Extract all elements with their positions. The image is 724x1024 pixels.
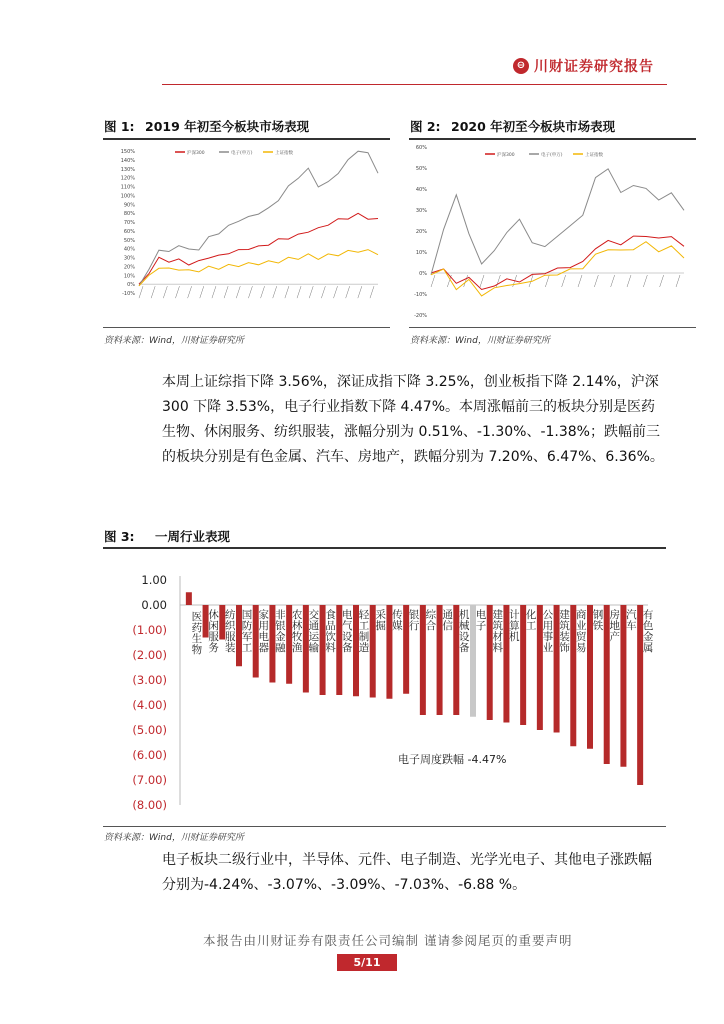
figure2-title: 2020 年初至今板块市场表现 — [451, 119, 616, 134]
y-tick-label: 20% — [123, 264, 135, 271]
y-tick-label: 40% — [415, 187, 427, 193]
series-line — [431, 169, 684, 275]
figure3-title: 一周行业表现 — [155, 529, 231, 544]
figure3-source: 资料来源：Wind，川财证券研究所 — [104, 833, 244, 843]
logo-icon: ⊖ — [513, 58, 529, 74]
x-tick-mark — [660, 275, 664, 287]
x-tick-mark — [261, 286, 265, 298]
category-label: 食品饮料 — [325, 609, 336, 654]
y-tick-label: -20% — [414, 313, 427, 319]
x-tick-mark — [578, 275, 582, 287]
x-tick-mark — [346, 286, 350, 298]
y-tick-label: 40% — [123, 246, 135, 253]
y-tick-label: 100% — [120, 193, 135, 200]
y-tick-label: 70% — [123, 220, 135, 226]
brand-title: 川财证券研究报告 — [534, 59, 654, 75]
x-tick-mark — [496, 275, 500, 287]
y-tick-label: 60% — [415, 145, 427, 151]
category-label: 钢铁 — [592, 609, 604, 632]
figure1-chart — [103, 141, 390, 323]
figure3-bottom-rule — [103, 826, 666, 827]
figure1-title: 2019 年初至今板块市场表现 — [145, 119, 310, 134]
category-label: 休闲服务 — [208, 609, 219, 654]
legend-label: 上证指数 — [585, 153, 603, 158]
x-tick-mark — [643, 275, 647, 287]
y-tick-label: (3.00) — [132, 673, 167, 687]
category-label: 有色金属 — [642, 609, 654, 654]
y-tick-label: 20% — [415, 229, 427, 235]
x-tick-mark — [611, 275, 615, 287]
y-tick-label: (6.00) — [132, 748, 167, 762]
category-label: 农林牧渔 — [291, 609, 303, 654]
x-tick-mark — [139, 286, 143, 298]
x-tick-mark — [676, 275, 680, 287]
category-label: 电气设备 — [342, 609, 353, 654]
y-tick-label: 0% — [127, 282, 135, 289]
summary-paragraph: 本周上证综指下降 3.56%，深证成指下降 3.25%，创业板指下降 2.14%，沪深 300 下降 3.53%，电子行业指数下降 4.47%。本周涨幅前三的板块分别是医药生物、休闲服务、纺织服装，涨幅分别为 0.51%、-1.30%、-1.38%；跌幅前三的板块分别是有色金属、汽车、房地产，跌幅分别为 7.20%、6.47%、6.36%。 — [162, 374, 664, 465]
series-line — [139, 213, 378, 284]
x-tick-mark — [200, 286, 204, 298]
category-label: 化工 — [525, 609, 537, 632]
figure1-top-rule — [103, 138, 390, 140]
x-tick-mark — [321, 286, 325, 298]
x-tick-mark — [188, 286, 192, 298]
x-tick-mark — [285, 286, 289, 298]
category-label: 轻工制造 — [358, 609, 370, 654]
y-tick-label: (5.00) — [132, 723, 167, 737]
category-label: 房地产 — [609, 609, 620, 643]
category-label: 通信 — [442, 609, 453, 632]
x-tick-mark — [297, 286, 301, 298]
x-tick-mark — [273, 286, 277, 298]
x-tick-mark — [334, 286, 338, 298]
x-tick-mark — [151, 286, 155, 298]
category-label: 建筑装饰 — [559, 609, 570, 654]
series-line — [431, 242, 684, 296]
y-tick-label: 50% — [123, 237, 135, 244]
y-tick-label: 150% — [120, 149, 135, 155]
x-tick-mark — [370, 286, 374, 298]
category-label: 银行 — [408, 609, 420, 632]
x-tick-mark — [224, 286, 228, 298]
figure2-top-rule — [409, 138, 696, 140]
figure3-number: 图 3: — [104, 529, 135, 544]
footer-disclaimer: 本报告由川财证券有限责任公司编制 谨请参阅尾页的重要声明 — [203, 933, 573, 948]
x-tick-mark — [175, 286, 179, 298]
x-tick-mark — [594, 275, 598, 287]
legend-label: 电子(申万) — [541, 153, 563, 158]
y-tick-label: 30% — [415, 208, 427, 214]
y-tick-label: 10% — [123, 273, 135, 280]
category-label: 非银金融 — [275, 609, 286, 654]
x-tick-mark — [212, 286, 216, 298]
sub-industry-paragraph: 电子板块二级行业中，半导体、元件、电子制造、光学光电子、其他电子涨跌幅分别为-4.24%、-3.07%、-3.09%、-7.03%、-6.88 %。 — [162, 852, 652, 893]
category-label: 商业贸易 — [576, 609, 587, 654]
x-tick-mark — [248, 286, 252, 298]
y-tick-label: 1.00 — [141, 573, 167, 587]
x-tick-mark — [358, 286, 362, 298]
y-tick-label: 10% — [415, 250, 427, 256]
category-label: 公用事业 — [542, 609, 554, 654]
x-tick-mark — [431, 275, 435, 287]
category-label: 交通运输 — [308, 609, 320, 654]
y-tick-label: 0% — [419, 271, 427, 277]
category-label: 综合 — [425, 609, 437, 632]
y-tick-label: 80% — [123, 211, 135, 218]
legend-label: 上证指数 — [275, 151, 293, 156]
category-label: 机械设备 — [459, 609, 470, 654]
x-tick-mark — [163, 286, 167, 298]
category-label: 国防军工 — [241, 609, 253, 654]
y-tick-label: (2.00) — [132, 648, 167, 662]
y-tick-label: 110% — [120, 184, 135, 191]
category-label: 医药生物 — [191, 611, 203, 656]
y-tick-label: 0.00 — [141, 598, 167, 612]
header-divider — [162, 84, 667, 85]
x-tick-mark — [236, 286, 240, 298]
x-tick-mark — [545, 275, 549, 287]
chart-annotation: 电子周度跌幅 -4.47% — [398, 753, 507, 766]
category-label: 计算机 — [509, 609, 520, 643]
figure2-bottom-rule — [409, 327, 696, 328]
y-tick-label: 140% — [120, 157, 135, 164]
category-label: 传媒 — [392, 609, 403, 632]
x-tick-mark — [627, 275, 631, 287]
category-label: 汽车 — [626, 609, 637, 632]
figure2-number: 图 2: — [410, 119, 441, 134]
figure2-chart — [409, 141, 696, 323]
figure1-source: 资料来源：Wind，川财证券研究所 — [104, 336, 244, 346]
y-tick-label: 90% — [123, 202, 135, 209]
y-tick-label: 60% — [123, 228, 135, 235]
figure1-bottom-rule — [103, 327, 390, 328]
category-label: 电子 — [475, 609, 487, 632]
y-tick-label: (8.00) — [132, 798, 167, 812]
y-tick-label: -10% — [122, 291, 135, 297]
x-tick-mark — [562, 275, 566, 287]
y-tick-label: (1.00) — [132, 623, 167, 637]
category-label: 纺织服装 — [225, 609, 236, 654]
x-tick-mark — [480, 275, 484, 287]
x-tick-mark — [309, 286, 313, 298]
y-tick-label: 120% — [120, 175, 135, 182]
legend-label: 沪深300 — [187, 151, 205, 156]
page-number: 5/11 — [337, 954, 397, 971]
figure1-number: 图 1: — [104, 119, 135, 134]
legend-label: 电子(申万) — [231, 151, 253, 156]
series-line — [431, 236, 684, 289]
y-tick-label: -10% — [414, 292, 427, 298]
y-tick-label: 30% — [123, 255, 135, 262]
figure2-source: 资料来源：Wind，川财证券研究所 — [410, 336, 550, 346]
figure3-top-rule — [103, 547, 666, 549]
series-line — [139, 250, 378, 286]
category-label: 建筑材料 — [492, 609, 503, 654]
figure3-chart — [103, 560, 666, 822]
legend-label: 沪深300 — [497, 153, 515, 158]
y-tick-label: 50% — [415, 166, 427, 172]
y-tick-label: 130% — [120, 166, 135, 173]
bar — [186, 592, 192, 605]
category-label: 采掘 — [375, 609, 386, 632]
category-label: 家用电器 — [258, 609, 269, 654]
y-tick-label: (4.00) — [132, 698, 167, 712]
y-tick-label: (7.00) — [132, 773, 167, 787]
